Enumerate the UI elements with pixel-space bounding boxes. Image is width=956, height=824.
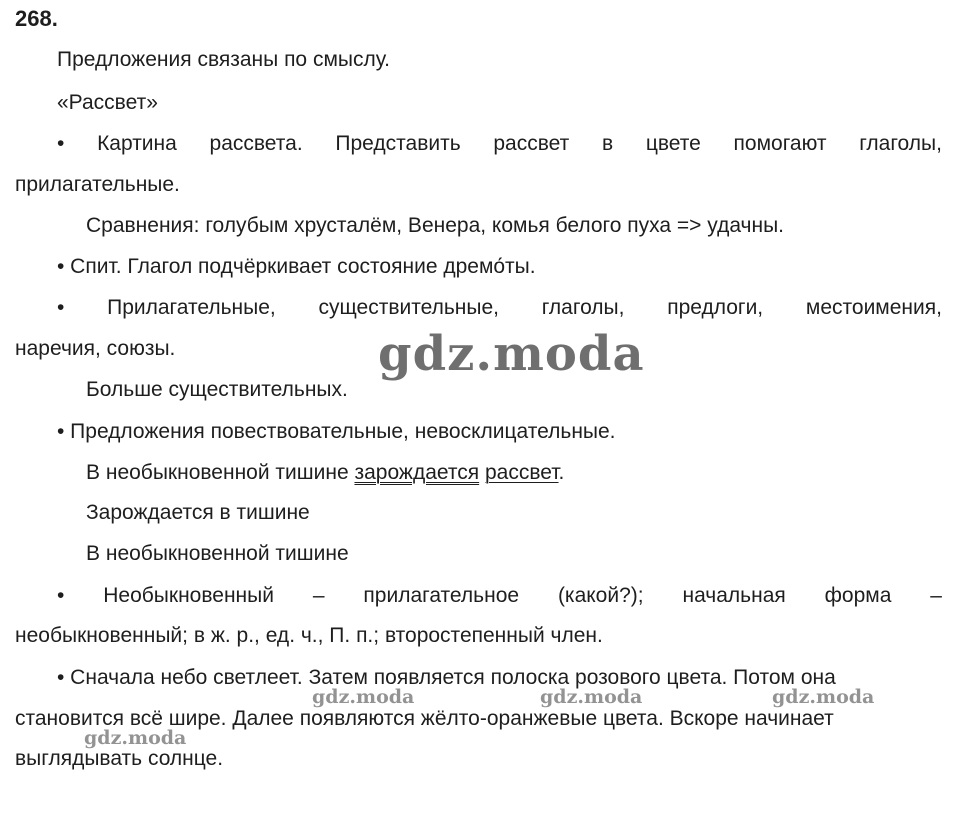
text-title: «Рассвет» xyxy=(57,91,158,114)
example-sentence-start: В необыкновенной тишине xyxy=(86,461,355,484)
bullet: • xyxy=(57,584,65,607)
word: рассвет xyxy=(493,132,570,155)
word: прилагательное xyxy=(363,584,520,607)
word: предлоги, xyxy=(667,296,764,319)
word: – xyxy=(312,584,325,607)
paragraph-5-line-2: необыкновенный; в ж. р., ед. ч., П. п.; второстепенный член. xyxy=(15,624,603,647)
bullet: • xyxy=(57,132,65,155)
phrase-1: Зарождается в тишине xyxy=(86,501,310,524)
paragraph-2: • Спит. Глагол подчёркивает состояние дремо́ты. xyxy=(57,255,536,278)
word: – xyxy=(930,584,942,607)
word: Картина xyxy=(97,132,177,155)
word: рассвета. xyxy=(209,132,303,155)
intro-text: Предложения связаны по смыслу. xyxy=(57,48,390,71)
watermark-small-2: gdz.moda xyxy=(540,686,643,708)
word: местоимения, xyxy=(805,296,942,319)
nouns-note: Больше существительных. xyxy=(86,378,348,401)
watermark-small-4: gdz.moda xyxy=(84,727,187,749)
paragraph-6-line-1: • Сначала небо светлеет. Затем появляется полоска розового цвета. Потом она xyxy=(57,666,836,689)
word: (какой?); xyxy=(557,584,644,607)
word: начальная xyxy=(682,584,786,607)
paragraph-6-line-2: становится всё шире. Далее появляются жёлто-оранжевые цвета. Вскоре начинает xyxy=(15,707,834,730)
paragraph-6-line-3: выглядывать солнце. xyxy=(15,747,224,770)
watermark-small-3: gdz.moda xyxy=(772,686,875,708)
word: существительные, xyxy=(318,296,499,319)
word: Необыкновенный xyxy=(103,584,274,607)
word: глаголы, xyxy=(541,296,625,319)
exercise-number: 268. xyxy=(15,6,58,31)
bullet: • xyxy=(57,296,65,319)
word: глаголы, xyxy=(859,132,942,155)
watermark-large: gdz.moda xyxy=(378,326,645,382)
word: Представить xyxy=(335,132,461,155)
subject-underlined: рассвет xyxy=(484,461,559,484)
paragraph-4: • Предложения повествовательные, невосклицательные. xyxy=(57,420,616,443)
word: форма xyxy=(824,584,892,607)
comparisons-line: Сравнения: голубым хрусталём, Венера, комья белого пуха => удачны. xyxy=(86,214,785,237)
word: Прилагательные, xyxy=(107,296,276,319)
predicate-underlined: зарождается xyxy=(354,461,480,484)
word: помогают xyxy=(733,132,827,155)
paragraph-5-line-1 xyxy=(57,583,942,609)
paragraph-1-line-2: прилагательные. xyxy=(15,173,180,196)
example-sentence xyxy=(86,460,564,486)
paragraph-3-line-1 xyxy=(57,295,942,321)
word: цвете xyxy=(645,132,701,155)
paragraph-3-line-2: наречия, союзы. xyxy=(15,337,176,360)
sentence-end: . xyxy=(558,461,565,484)
paragraph-1-line-1 xyxy=(57,131,942,157)
watermark-small-1: gdz.moda xyxy=(312,686,415,708)
word: в xyxy=(601,132,614,155)
phrase-2: В необыкновенной тишине xyxy=(86,542,349,565)
